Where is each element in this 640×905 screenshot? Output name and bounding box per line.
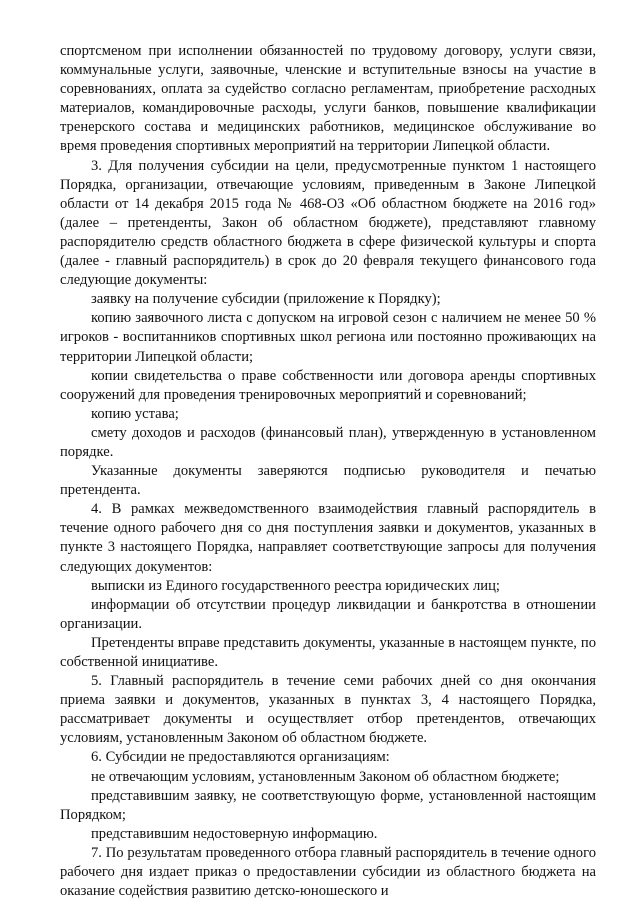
paragraph-list-item: выписки из Единого государственного реестра юридических лиц; (91, 577, 500, 594)
paragraph-text: Претенденты вправе представить документы, указанные в настоящем пункте, по собственной инициативе. (60, 634, 596, 670)
paragraph-list-item: не отвечающим условиям, установленным Законом об областном бюджете; (91, 768, 560, 785)
paragraph-item-7: 7. По результатам проведенного отбора главный распорядитель в течение одного рабочего дня издает приказ о предоставлении субсидии из областного бюджета на оказание содействия развитию детско-юношеского и (60, 844, 596, 900)
paragraph-list-item: смету доходов и расходов (финансовый план), утвержденную в установленном порядке. (60, 424, 596, 460)
paragraph-list-item: заявку на получение субсидии (приложение к Порядку); (91, 291, 441, 308)
paragraph-item-4: 4. В рамках межведомственного взаимодействия главный распорядитель в течение одного рабочего дня со дня поступления заявки и документов, указанных в пункте 3 настоящего Порядка, направляет соответствующие запросы для получения следующих документов: (60, 501, 596, 575)
paragraph-list-item: копию устава; (91, 405, 179, 422)
paragraph-item-5: 5. Главный распорядитель в течение семи рабочих дней со дня окончания приема заявки и документов, указанных в пунктах 3, 4 настоящего Порядка, рассматривает документы и осуществляет отбор претендентов, отвечающих условиям, установленным Законом об областном бюджете. (60, 673, 596, 747)
paragraph-list-item: копии свидетельства о праве собственности или договора аренды спортивных сооружений для проведения тренировочных мероприятий и соревнований; (60, 367, 596, 403)
paragraph-text: Указанные документы заверяются подписью руководителя и печатью претендента. (60, 463, 596, 499)
paragraph-list-item: представившим заявку, не соответствующую форме, установленной настоящим Порядком; (60, 787, 596, 823)
document-page (60, 42, 596, 901)
paragraph-list-item: представившим недостоверную информацию. (91, 825, 378, 842)
paragraph-list-item: копию заявочного листа с допуском на игровой сезон с наличием не менее 50 % игроков - воспитанников спортивных школ региона или постоянно проживающих на территории Липецкой области; (60, 310, 596, 365)
paragraph-item-3: 3. Для получения субсидии на цели, предусмотренные пунктом 1 настоящего Порядка, организации, отвечающие условиям, приведенным в Законе Липецкой области от 14 декабря 2015 года № 468-ОЗ «Об областном бюджете на 2016 год» (далее – претенденты, Закон об областном бюджете), представляют главному распорядителю средств областного бюджета в сфере физической культуры и спорта (далее - главный распорядитель) в срок до 20 февраля текущего финансового года следующие документы: (60, 157, 596, 289)
paragraph-list-item: информации об отсутствии процедур ликвидации и банкротства в отношении организации. (60, 596, 596, 632)
paragraph-item-6: 6. Субсидии не предоставляются организациям: (91, 749, 390, 766)
paragraph-continuation: спортсменом при исполнении обязанностей по трудовому договору, услуги связи, коммунальные услуги, заявочные, членские и вступительные взносы на участие в соревнованиях, оплата за судейство согласно регламентам, приобретение расходных материалов, командировочные расходы, услуги банков, повышение квалификации тренерского состава и медицинских работников, медицинское обслуживание во время проведения спортивных мероприятий на территории Липецкой области. (60, 43, 596, 155)
